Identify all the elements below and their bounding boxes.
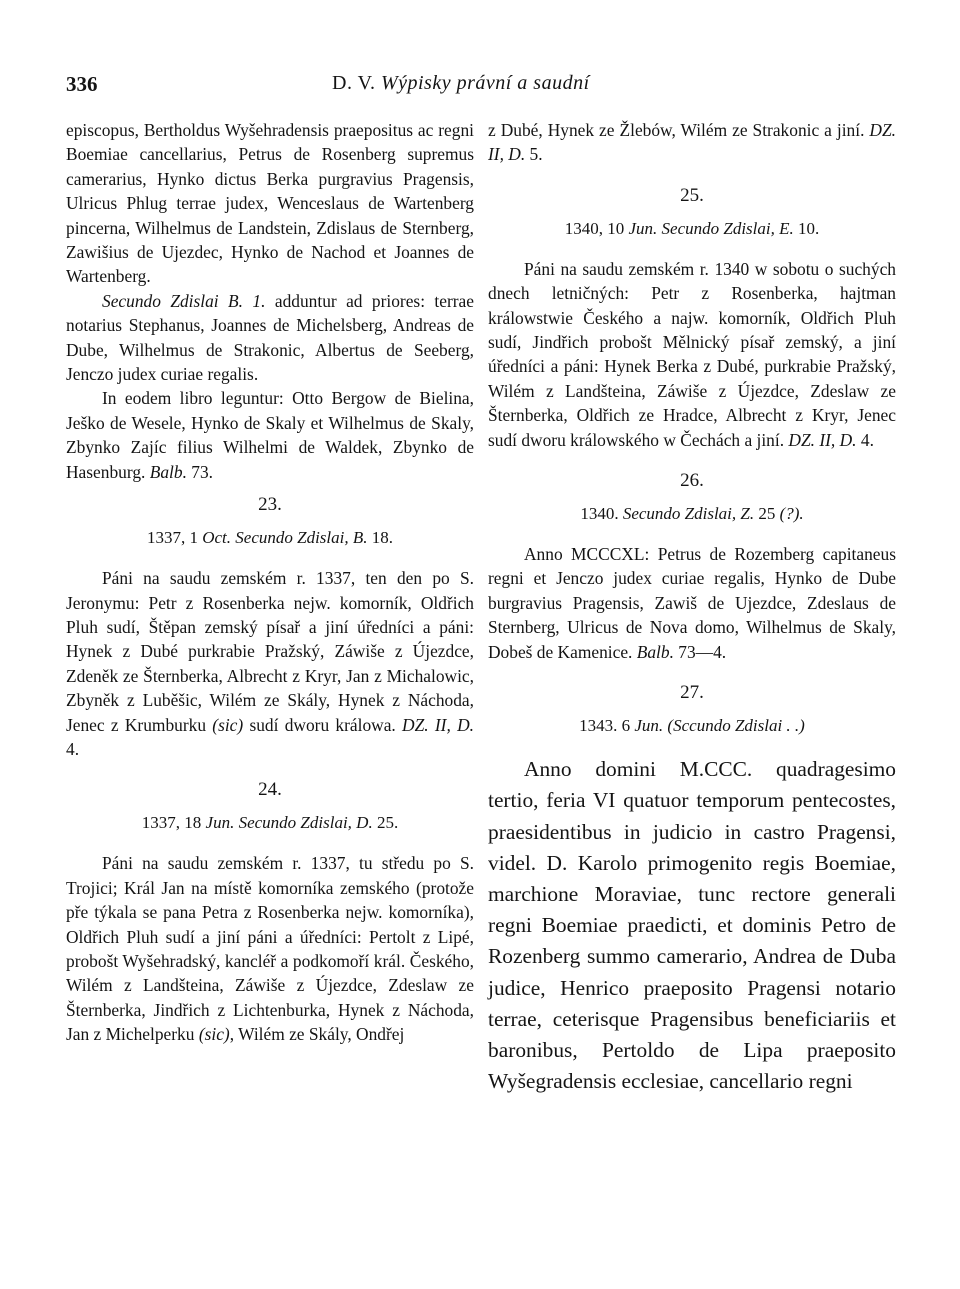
entry-text (488, 257, 896, 452)
sic-note: (sic) (212, 714, 244, 735)
date-query: (?). (779, 504, 804, 524)
date-page: 25. (372, 813, 399, 833)
source-reference: Secundo Zdislai B. 1. (102, 290, 266, 311)
entry-body: Anno MCCCXL: Petrus de Rozemberg capitaneus regni et Jenczo judex curiae regalis, Hynko de Dube burgravius Pragensis, Zawiš de Ujezdce, Zdeslaus de Sternberg, Ulricus de Nova domo, Wilhelmus de Skaly, Dobeš de Kamenice. (488, 544, 896, 662)
date-source: Jun. Secundo Zdislai, D. (205, 813, 373, 833)
source-page: 73. (186, 461, 214, 482)
date-page: 25 (754, 504, 780, 524)
entry-date (66, 526, 474, 550)
entry-body: , Wilém ze Skály, Ondřej (229, 1024, 405, 1045)
entry-date (488, 714, 896, 738)
entry-number: 27. (680, 682, 704, 704)
left-column (66, 118, 474, 1047)
entry-body: sudí dworu králowa. (243, 714, 403, 735)
entry-text (488, 542, 896, 664)
entry-text: Anno domini M.CCC. quadragesimo tertio, feria VI quatuor temporum pentecostes, praesidentibus in judicio in castro Pragensi, videl. D. Karolo primogenito regis Boemiae, marchione Moraviae, tunc rectore generali regni Boemiae praedicti, et dominis Petro de Rozenberg summo camerario, Andrea de Duba judice, Henrico praeposito Pragensi notario terrae, ceterisque Pragensibus beneficiariis et baronibus, Pertoldo de Lipa praeposito Wyšegradensis ecclesiae, cancellario regni (488, 757, 896, 1094)
date-source: Secundo Zdislai, Z. (622, 504, 755, 524)
date-year: 1343. 6 (579, 716, 635, 736)
source-page: 4. (856, 429, 874, 450)
date-source: Jun. (Sccundo Zdislai . .) (634, 716, 805, 736)
entry-date (488, 502, 896, 526)
source-reference: DZ. II, D. (402, 714, 474, 735)
date-year: 1337, 18 (141, 813, 206, 833)
entry-text (66, 566, 474, 761)
date-year: 1340. (580, 504, 623, 524)
date-year: 1340, 10 (564, 218, 629, 238)
source-reference: DZ. II, D. (488, 120, 896, 165)
paragraph-text: adduntur ad priores: terrae notarius Stephanus, Joannes de Michelsberg, Andreas de Dube, Wilhelmus de Strakonic, Albertus de Seeberg, Jenczo judex curiae regalis. (66, 290, 474, 385)
section-label: D. V. (332, 72, 376, 94)
source-reference: DZ. II, D. (788, 429, 857, 450)
entry-number: 24. (258, 779, 282, 801)
date-page: 10. (793, 218, 820, 238)
entry-number: 23. (258, 494, 282, 516)
entry-text (66, 851, 474, 1046)
paragraph (488, 118, 896, 167)
paragraph (66, 289, 474, 387)
running-head (66, 72, 896, 102)
source-page: 5. (525, 144, 543, 165)
entry-body: Páni na saudu zemském r. 1340 w sobotu o suchých dnech letničných: Petr z Rosenberka, hajtman králowstwie Českého a najw. komorník, Oldřich Pluh sudí, Jindřich probošt Mělnický písař zemský, a jiní úředníci a páni: Hynek Berka z Dubé, purkrabie Pražský, Wilém z Landšteina, Záwiše z Újezdce, Zdeslaw ze Šternberka, Oldřich ze Hradce, Albrecht z Kryr, Jenec sudí dworu králowského w Čechách a jiní. (488, 258, 896, 450)
sic-note: (sic) (198, 1024, 230, 1045)
paragraph (66, 386, 474, 484)
source-reference: Balb. (149, 461, 187, 482)
entry-number: 26. (680, 470, 704, 492)
source-page: 4. (66, 738, 80, 759)
paragraph-text: z Dubé, Hynek ze Žlebów, Wilém ze Strakonic a jiní. (488, 120, 870, 140)
date-year: 1337, 1 (146, 528, 203, 548)
source-page: 73—4. (673, 641, 727, 662)
source-reference: Balb. (636, 641, 674, 662)
paragraph: episcopus, Bertholdus Wyšehradensis praepositus ac regni Boemiae cancellarius, Petrus de Rosenberg supremus camerarius, Hynko dictus Berka purgravius Pragensis, Ulricus Phlug terrae judex, Wenceslaus de Wartenberg pincerna, Wilhelmus de Landstein, Zdislaus de Sternberg, Zawišius de Ujezdec, Hynko de Nachod et Joannes de Wartenberg. (66, 120, 474, 287)
entry-body: Páni na saudu zemském r. 1337, tu středu po S. Trojici; Král Jan na místě komorníka zemského (protože pře týkala se pana Petra z Rosenberka nejw. komorníka), Oldřich Pluh sudí a jiní páni a úředníci: Pertolt z Lipé, probošt Wyšehradský, kancléř a podkomoří král. Českého, Wilém z Landšteina, Záwiše z Újezdce, Zdeslaw ze Šternberka, Jindřich z Lichtenburka, Hynek z Náchoda, Jan z Michelperku (66, 853, 474, 1045)
date-page: 18. (367, 528, 393, 548)
paragraph-text: In eodem libro leguntur: Otto Bergow de Bielina, Ješko de Wesele, Hynko de Skaly et Wilhelmus de Skaly, Zbynko Zajíc filius Wilhelmi de Waldek, Zbynko de Hasenburg. (66, 388, 474, 482)
entry-date (488, 217, 896, 241)
date-source: Jun. Secundo Zdislai, E. (628, 218, 794, 238)
entry-date (66, 811, 474, 835)
page-number: 336 (66, 72, 98, 96)
right-column (488, 118, 896, 1097)
section-title: Wýpisky právní a saudní (380, 72, 590, 94)
running-title (332, 72, 590, 95)
date-source: Oct. Secundo Zdislai, B. (202, 528, 368, 548)
entry-number: 25. (680, 184, 704, 206)
entry-body: Páni na saudu zemském r. 1337, ten den po S. Jeronymu: Petr z Rosenberka nejw. komorník, Oldřich Pluh sudí, Štěpan zemský písař a jiní úředníci a páni: Hynek z Dubé purkrabie Pražský, Záwiše z Újezdce, Zdeněk ze Šternberka, Albrecht z Kryr, Jan z Michalowic, Zbyněk z Luběšic, Wilém ze Skály, Hynek z Náchoda, Jenec z Krumburku (66, 568, 474, 735)
